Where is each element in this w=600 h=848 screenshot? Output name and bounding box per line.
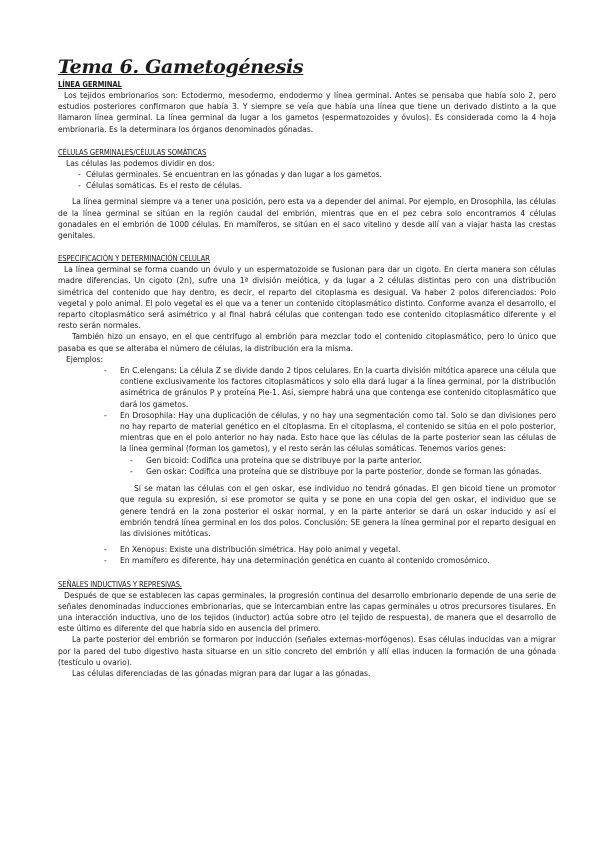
paragraph: Después de que se establecen las capas germinales, la progresión continua del desarrollo embrionario depende de una serie de señales denominadas inducciones embrionarias, que se intercambian entre las capas germinales u otros precursores tisulares. En una interacción inductiva, uno de los tejidos (inductor) actúa sobre otro (el tejido de respuesta), de manera que el desarrollo de este último es diferente del que habría sido en ausencia del primero. bbox=[58, 590, 556, 634]
list-item: - En C.elengans: La célula Z se divide dando 2 tipos celulares. En la cuarta división mitótica aparece una célula que contiene exclusivamente los factores citoplasmáticos y solo ella dará lugar a la línea germinal, por la distribución asimétrica de gránulos P y proteína Pie-1. Así, siempre habrá una que contenga ese contenido citoplasmático que dará los gametos. bbox=[58, 365, 556, 410]
list-item: - Células germinales. Se encuentran en las gónadas y dan lugar a los gametos. bbox=[58, 169, 556, 180]
heading-celulas: CÉLULAS GERMINALES/CÉLULAS SOMÁTICAS bbox=[58, 147, 207, 157]
paragraph: Si se matan las células con el gen oskar, ese individuo no tendrá gónadas. El gen bicoid tiene un promotor que regula su expresión, si ese promotor se quita y se pone en una copia del gen oskar, el individuo que se genere tendrá en la zona posterior el oskar normal, y en la parte anterior se dará un oskar inducido y así el embrión tendrá línea germinal en los dos polos. Conclusión: SE genera la línea germinal por el reparto desigual en las divisiones mitóticas. bbox=[120, 484, 556, 538]
list-item: - En mamífero es diferente, hay una determinación genética en cuanto al contenido cromosómico. bbox=[58, 555, 556, 566]
paragraph: La línea germinal siempre va a tener una posición, pero esta va a depender del animal. Por ejemplo, en Drosophila, las células de la línea germinal se sitúan en la región caudal del embrión, mientras que en el pez cebra solo encontramos 4 células gonadales en el embrión de 1000 células. En mamíferos, se sitúan en el saco vitelino y desde allí van a viajar hasta las crestas genitales. bbox=[58, 197, 556, 241]
list-item: - En Drosophila: Hay una duplicación de células, y no hay una segmentación como tal. Solo se dan divisiones pero no hay reparto de material genético en el citoplasma. En el citoplasma, el contenido se sitúa en el polo posterior, mientras que en el polo anterior no hay nada. Esto hace que las células de la parte posterior sean las células de la línea germinal (forman los gametos), y el resto serán las células somáticas. Tenemos varios genes: bbox=[58, 410, 556, 455]
paragraph: También hizo un ensayo, en el que centrifugo al embrión para mezclar todo el contenido citoplasmático, pero lo único que pasaba es que se alteraba el número de células, la distribución era la misma. bbox=[58, 332, 556, 353]
list-item: - Gen bicoid: Codifica una proteína que se distribuye por la parte anterior. bbox=[58, 455, 556, 466]
paragraph: Las células las podemos dividir en dos: bbox=[66, 158, 215, 168]
page-title: Tema 6. Gametogénesis bbox=[58, 56, 304, 78]
heading-senales: SEÑALES INDUCTIVAS Y REPRESIVAS. bbox=[58, 579, 182, 589]
paragraph: La parte posterior del embrión se formaron por inducción (señales externas-morfógenos). Esas células inducidas van a migrar por la pared del tubo digestivo hasta situarse en un sitio concreto del embrión y allí ellas inducen la formación de una gónada (testículo u ovario). bbox=[58, 635, 556, 667]
list-item: - Células somáticas. Es el resto de células. bbox=[58, 180, 556, 191]
document-page bbox=[58, 56, 556, 679]
list-item: - Gen oskar: Codifica una proteína que se distribuye por la parte posterior, donde se forman las gónadas. bbox=[58, 466, 556, 477]
paragraph: Los tejidos embrionarios son: Ectodermo, mesodermo, endodermo y línea germinal. Antes se pensaba que había solo 2, pero estudios posteriores confirmaron que había 3. Y siempre se veía que había una línea que tiene un derivado distinto a la que llamaron línea germinal. La línea germinal da lugar a los gametos (espermatozoides y óvulos). Es considerada como la 4 hoja embrionaria. Es la determinara los órganos denominados gónadas. bbox=[58, 91, 556, 134]
paragraph: Ejemplos: bbox=[66, 354, 104, 364]
heading-especificacion: ESPECIFICACIÓN Y DETERMINACIÓN CELULAR bbox=[58, 254, 210, 264]
paragraph: La línea germinal se forma cuando un óvulo y un espermatozoide se fusionan para dar un cigoto. En cierta manera son células madre diferencias. Un cigoto (2n), sufre una 1ª división meiótica, y da lugar a 2 células distintas pero con una distribución simétrica del contenido que hay dentro, es decir, el reparto del citoplasma es desigual. Va haber 2 polos diferenciados: Polo vegetal y polo animal. El polo vegetal es el que va a tener un contenido citoplasmático distinto. Conforme avanza el desarrollo, el reparto citoplasmático será asimétrico y al final habrá células que contengan todo ese contenido citoplasmático diferente y el resto serán normales. bbox=[58, 265, 556, 331]
list-item: - En Xenopus: Existe una distribución simétrica. Hay polo animal y vegetal. bbox=[58, 544, 556, 555]
paragraph: Las células diferenciadas de las gónadas migran para dar lugar a las gónadas. bbox=[72, 668, 371, 678]
heading-linea-germinal: LÍNEA GERMINAL bbox=[58, 80, 122, 89]
